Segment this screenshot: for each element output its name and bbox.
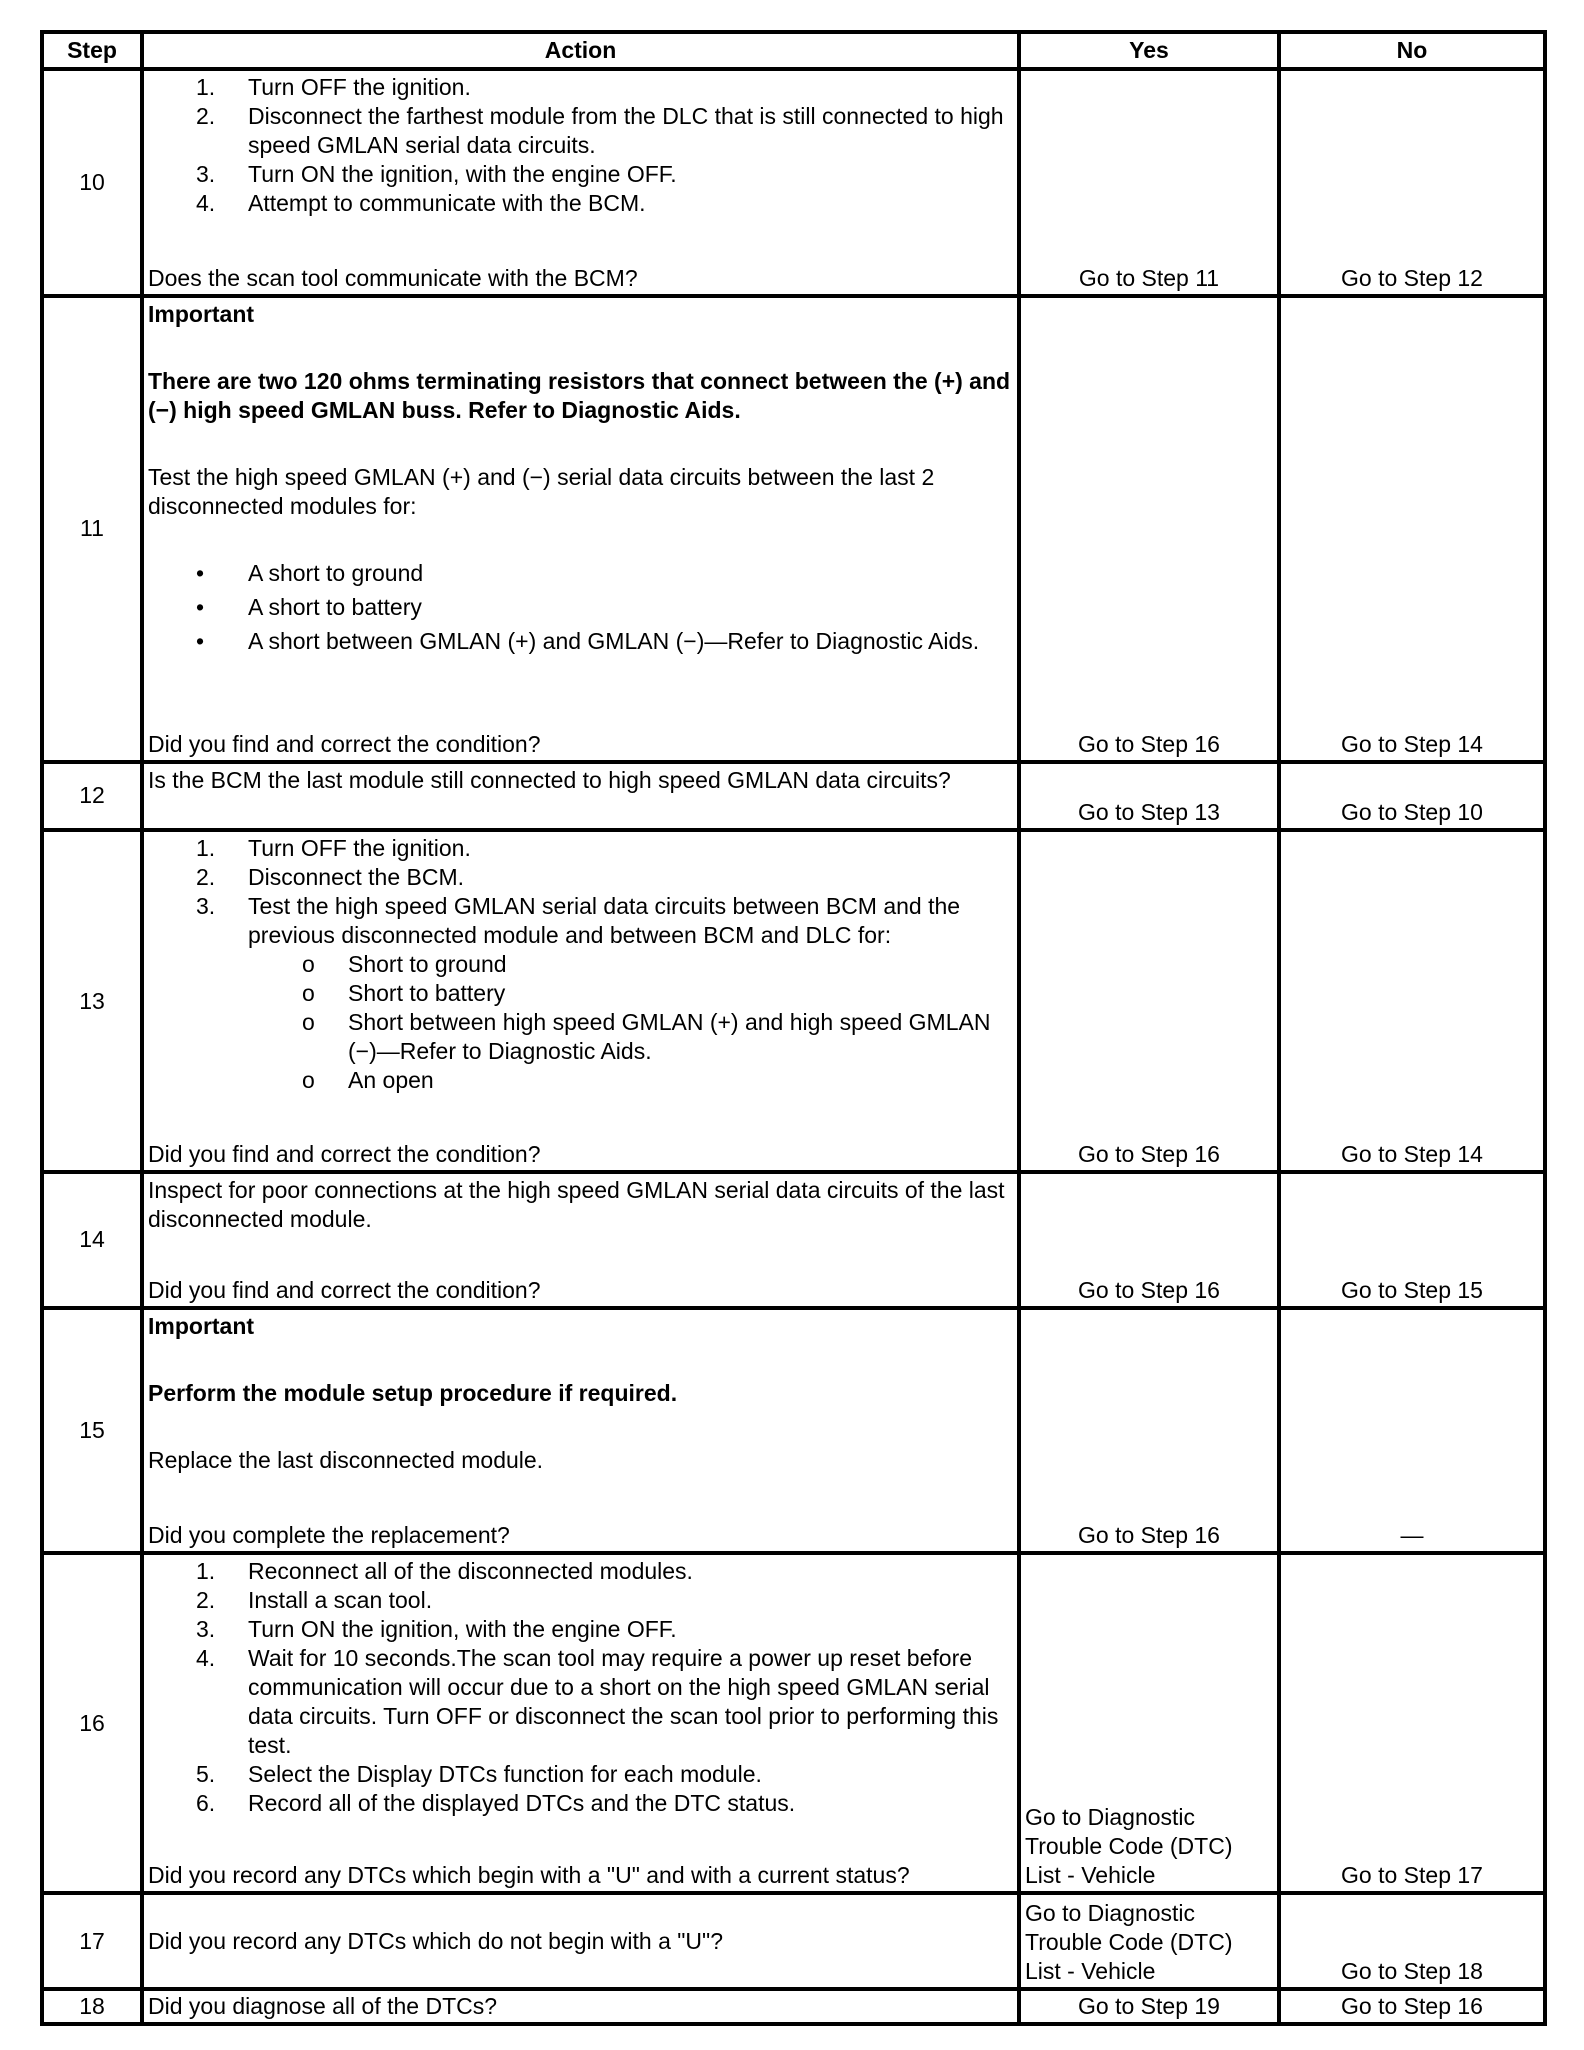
- table-row: [42, 830, 1545, 1171]
- step-number: 18: [42, 1989, 142, 2024]
- list-item: 4. Wait for 10 seconds.The scan tool may require a power up reset before communication will occur due to a short on the high speed GMLAN serial data circuits. Turn OFF or disconnect the scan tool prior to performing this test.: [196, 1644, 999, 1758]
- list-item: 6. Record all of the displayed DTCs and the DTC status.: [196, 1789, 796, 1816]
- list-item: • A short to battery: [196, 594, 422, 621]
- action-cell: [142, 1308, 1019, 1553]
- question-text: Did you complete the replacement?: [148, 1521, 510, 1548]
- action-cell: [142, 830, 1019, 1171]
- yes-cell: Go to Diagnostic Trouble Code (DTC) List - Vehicle: [1019, 1893, 1279, 1989]
- no-cell: Go to Step 18: [1279, 1893, 1545, 1989]
- important-text: Perform the module setup procedure if required.: [148, 1379, 678, 1406]
- list-item: • A short to ground: [196, 560, 424, 587]
- action-cell: [142, 1989, 1019, 2024]
- action-cell: [142, 1172, 1019, 1308]
- question-text: Did you diagnose all of the DTCs?: [148, 1993, 498, 2020]
- header-yes: Yes: [1019, 32, 1279, 69]
- important-label: Important: [148, 301, 255, 328]
- question-text: Did you record any DTCs which do not begin with a "U"?: [148, 1928, 723, 1955]
- table-row: [42, 762, 1545, 831]
- list-item: 1. Reconnect all of the disconnected modules.: [196, 1557, 693, 1584]
- no-cell: —: [1279, 1308, 1545, 1553]
- step-number: 14: [42, 1172, 142, 1308]
- yes-cell: Go to Step 16: [1019, 1172, 1279, 1308]
- step-number: 11: [42, 296, 142, 761]
- header-no: No: [1279, 32, 1545, 69]
- yes-cell: Go to Step 16: [1019, 1308, 1279, 1553]
- table-row: [42, 1172, 1545, 1308]
- list-item: o Short between high speed GMLAN (+) and high speed GMLAN (−)—Refer to Diagnostic Aids.: [302, 1009, 991, 1065]
- list-item: o Short to ground: [302, 951, 507, 978]
- no-cell: Go to Step 10: [1279, 762, 1545, 831]
- list-item: 2. Install a scan tool.: [196, 1586, 433, 1613]
- important-label: Important: [148, 1312, 255, 1339]
- table-row: [42, 1989, 1545, 2024]
- intro-text: Replace the last disconnected module.: [148, 1446, 544, 1473]
- diagnostic-table: [40, 30, 1547, 2026]
- question-text: Did you find and correct the condition?: [148, 1140, 541, 1167]
- list-item: 2. Disconnect the farthest module from the DLC that is still connected to high speed GMLAN serial data circuits.: [196, 103, 1004, 159]
- question-text: Is the BCM the last module still connected to high speed GMLAN data circuits?: [148, 766, 951, 793]
- list-item: 4. Attempt to communicate with the BCM.: [196, 190, 646, 217]
- list-item: 1. Turn OFF the ignition.: [196, 74, 471, 101]
- yes-cell: Go to Step 11: [1019, 69, 1279, 296]
- no-cell: Go to Step 14: [1279, 296, 1545, 761]
- question-text: Did you find and correct the condition?: [148, 730, 541, 757]
- action-cell: [142, 1893, 1019, 1989]
- question-text: Did you record any DTCs which begin with a "U" and with a current status?: [148, 1862, 910, 1889]
- yes-cell: Go to Step 13: [1019, 762, 1279, 831]
- list-item: 3. Turn ON the ignition, with the engine OFF.: [196, 161, 677, 188]
- step-number: 10: [42, 69, 142, 296]
- list-item: 3. Turn ON the ignition, with the engine OFF.: [196, 1615, 677, 1642]
- list-item: 5. Select the Display DTCs function for each module.: [196, 1760, 762, 1787]
- numbered-list: [148, 1557, 1013, 1818]
- intro-text: Inspect for poor connections at the high speed GMLAN serial data circuits of the last disconnected module.: [148, 1176, 1005, 1232]
- list-item: o Short to battery: [302, 980, 506, 1007]
- yes-cell: Go to Diagnostic Trouble Code (DTC) List - Vehicle: [1019, 1553, 1279, 1893]
- no-cell: Go to Step 14: [1279, 830, 1545, 1171]
- header-step: Step: [42, 32, 142, 69]
- list-item: 2. Disconnect the BCM.: [196, 864, 465, 891]
- action-cell: [142, 69, 1019, 296]
- bullet-list: [148, 559, 1013, 661]
- header-action: Action: [142, 32, 1019, 69]
- step-number: 13: [42, 830, 142, 1171]
- table-row: [42, 69, 1545, 296]
- numbered-list: [148, 834, 1013, 950]
- yes-cell: Go to Step 19: [1019, 1989, 1279, 2024]
- yes-cell: Go to Step 16: [1019, 830, 1279, 1171]
- list-item: • A short between GMLAN (+) and GMLAN (−)—Refer to Diagnostic Aids.: [196, 628, 980, 655]
- step-number: 17: [42, 1893, 142, 1989]
- table-row: [42, 1553, 1545, 1893]
- action-cell: [142, 1553, 1019, 1893]
- question-text: Did you find and correct the condition?: [148, 1276, 541, 1303]
- table-row: [42, 1308, 1545, 1553]
- important-text: There are two 120 ohms terminating resistors that connect between the (+) and (−) high speed GMLAN buss. Refer to Diagnostic Aids.: [148, 368, 1011, 424]
- table-row: [42, 296, 1545, 761]
- action-cell: [142, 762, 1019, 831]
- list-item: 3. Test the high speed GMLAN serial data circuits between BCM and the previous disconnected module and between BCM and DLC for:: [196, 893, 961, 949]
- numbered-list: [148, 73, 1013, 218]
- list-item: 1. Turn OFF the ignition.: [196, 835, 471, 862]
- list-item: o An open: [302, 1067, 434, 1094]
- intro-text: Test the high speed GMLAN (+) and (−) serial data circuits between the last 2 disconnected modules for:: [148, 464, 935, 520]
- table-row: [42, 1893, 1545, 1989]
- action-cell: [142, 296, 1019, 761]
- no-cell: Go to Step 17: [1279, 1553, 1545, 1893]
- sub-list: [148, 950, 1013, 1095]
- header-row: [42, 32, 1545, 69]
- yes-cell: Go to Step 16: [1019, 296, 1279, 761]
- question-text: Does the scan tool communicate with the BCM?: [148, 265, 638, 292]
- no-cell: Go to Step 12: [1279, 69, 1545, 296]
- step-number: 15: [42, 1308, 142, 1553]
- no-cell: Go to Step 15: [1279, 1172, 1545, 1308]
- step-number: 16: [42, 1553, 142, 1893]
- no-cell: Go to Step 16: [1279, 1989, 1545, 2024]
- step-number: 12: [42, 762, 142, 831]
